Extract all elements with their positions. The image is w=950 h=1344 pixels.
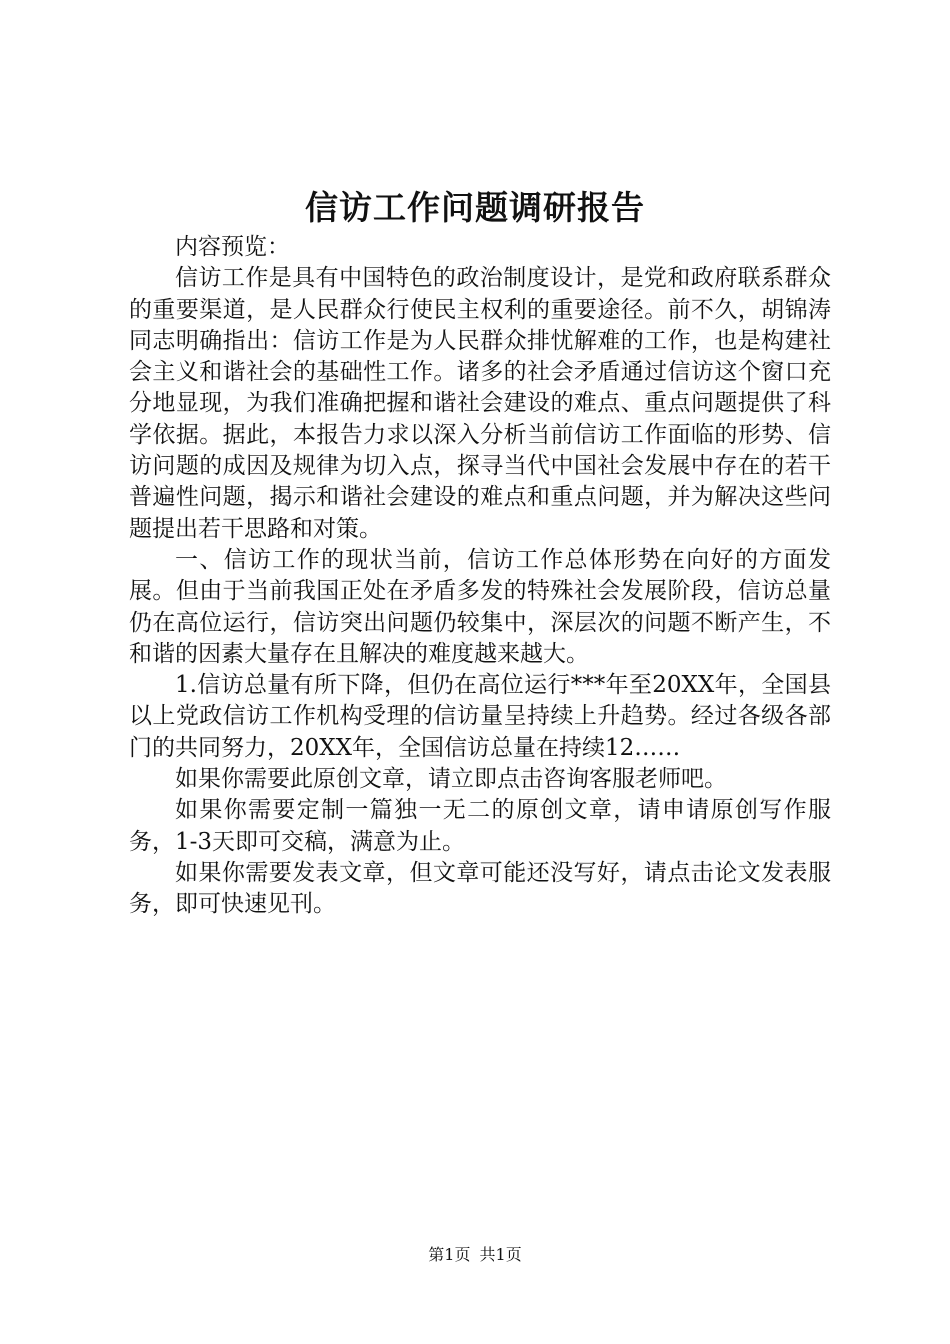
page-number: 第1页: [428, 1245, 471, 1264]
page-footer: [0, 1244, 950, 1266]
original-article-notice: 如果你需要此原创文章，请立即点击咨询客服老师吧。: [175, 766, 727, 793]
preview-label: 内容预览：: [175, 234, 290, 260]
point-one-paragraph: 1.信访总量有所下降，但仍在高位运行***年至20XX年，全国县以上党政信访工作机构受理的信访量呈持续上升趋势。经过各级各部门的共同努力，20XX年，全国信访总量在持续12……: [129, 672, 831, 761]
publishing-service-notice: 如果你需要发表文章，但文章可能还没写好，请点击论文发表服务，即可快速见刊。: [129, 859, 831, 918]
document-body: [129, 232, 831, 921]
section-one-paragraph: 一、信访工作的现状当前，信访工作总体形势在向好的方面发展。但由于当前我国正处在矛盾多发的特殊社会发展阶段，信访总量仍在高位运行，信访突出问题仍较集中，深层次的问题不断产生，不和谐的因素大量存在且解决的难度越来越大。: [129, 546, 831, 667]
custom-writing-notice: 如果你需要定制一篇独一无二的原创文章，请申请原创写作服务，1-3天即可交稿，满意为止。: [129, 797, 831, 855]
page-total: 共1页: [479, 1245, 522, 1264]
document-title: 信访工作问题调研报告: [305, 188, 645, 227]
intro-paragraph: 信访工作是具有中国特色的政治制度设计，是党和政府联系群众的重要渠道，是人民群众行使民主权利的重要途径。前不久，胡锦涛同志明确指出：信访工作是为人民群众排忧解难的工作，也是构建社会主义和谐社会的基础性工作。诸多的社会矛盾通过信访这个窗口充分地显现，为我们准确把握和谐社会建设的难点、重点问题提供了科学依据。据此，本报告力求以深入分析当前信访工作面临的形势、信访问题的成因及规律为切入点，探寻当代中国社会发展中存在的若干普遍性问题，揭示和谐社会建设的难点和重点问题，并为解决这些问题提出若干思路和对策。: [129, 265, 831, 542]
